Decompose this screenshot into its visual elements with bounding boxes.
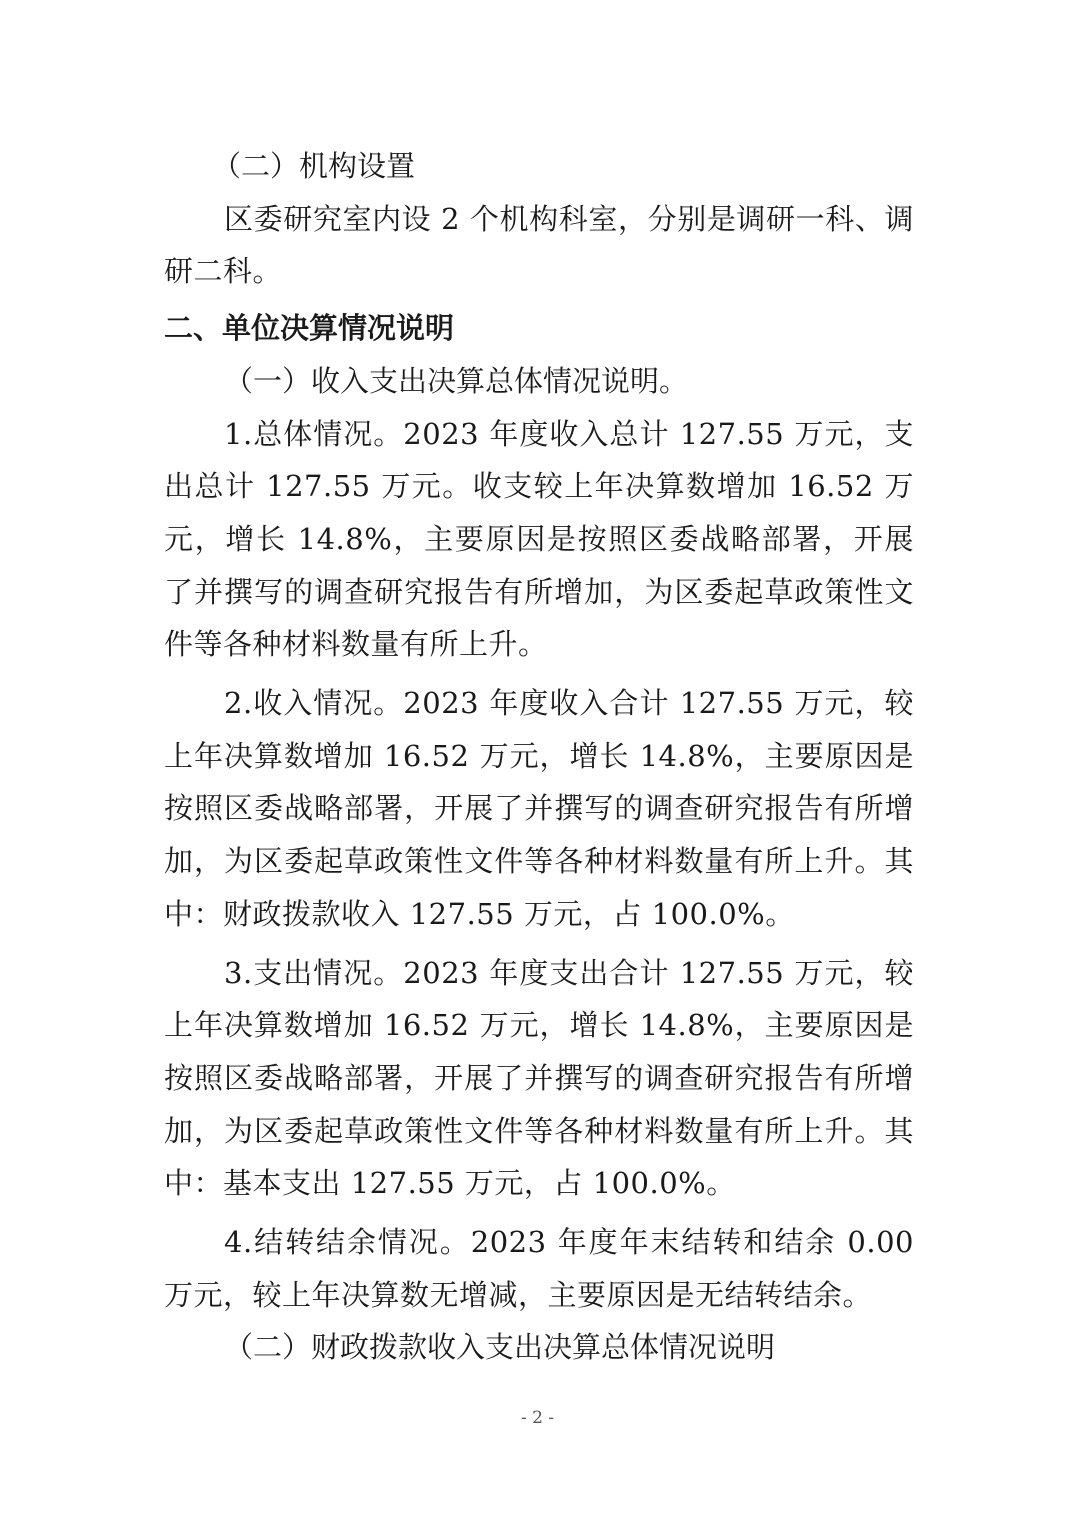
carryover-situation-paragraph: 4.结转结余情况。2023 年度年末结转和结余 0.00 万元，较上年决算数无增减，主要原因是无结转结余。 [164,1225,914,1312]
income-expense-overview-heading: （一）收入支出决算总体情况说明。 [224,363,689,398]
section-heading: 二、单位决算情况说明 [164,311,455,346]
fiscal-appropriation-heading: （二）财政拨款收入支出决算总体情况说明 [224,1330,776,1365]
income-situation-paragraph: 2.收入情况。2023 年度收入合计 127.55 万元，较上年决算数增加 16.52 万元，增长 14.8%，主要原因是按照区委战略部署，开展了并撰写的调查研究报告有所增加，为区委起草政策性文件等各种材料数量有所上升。其中：财政拨款收入 127.55 万元，占 100.0%。 [164,686,914,931]
page-number: - 2 - [520,1408,555,1428]
overall-situation-paragraph: 1.总体情况。2023 年度收入总计 127.55 万元，支出总计 127.55 万元。收支较上年决算数增加 16.52 万元，增长 14.8%，主要原因是按照区委战略部署，开展了并撰写的调查研究报告有所增加，为区委起草政策性文件等各种材料数量有所上升。 [164,416,914,662]
expense-situation-paragraph: 3.支出情况。2023 年度支出合计 127.55 万元，较上年决算数增加 16.52 万元，增长 14.8%，主要原因是按照区委战略部署，开展了并撰写的调查研究报告有所增加，为区委起草政策性文件等各种材料数量有所上升。其中：基本支出 127.55 万元，占 100.0%。 [164,955,914,1201]
document-body [164,140,914,1374]
org-setup-paragraph: 区委研究室内设 2 个机构科室，分别是调研一科、调研二科。 [164,201,914,289]
org-setup-heading: （二）机构设置 [212,149,416,183]
